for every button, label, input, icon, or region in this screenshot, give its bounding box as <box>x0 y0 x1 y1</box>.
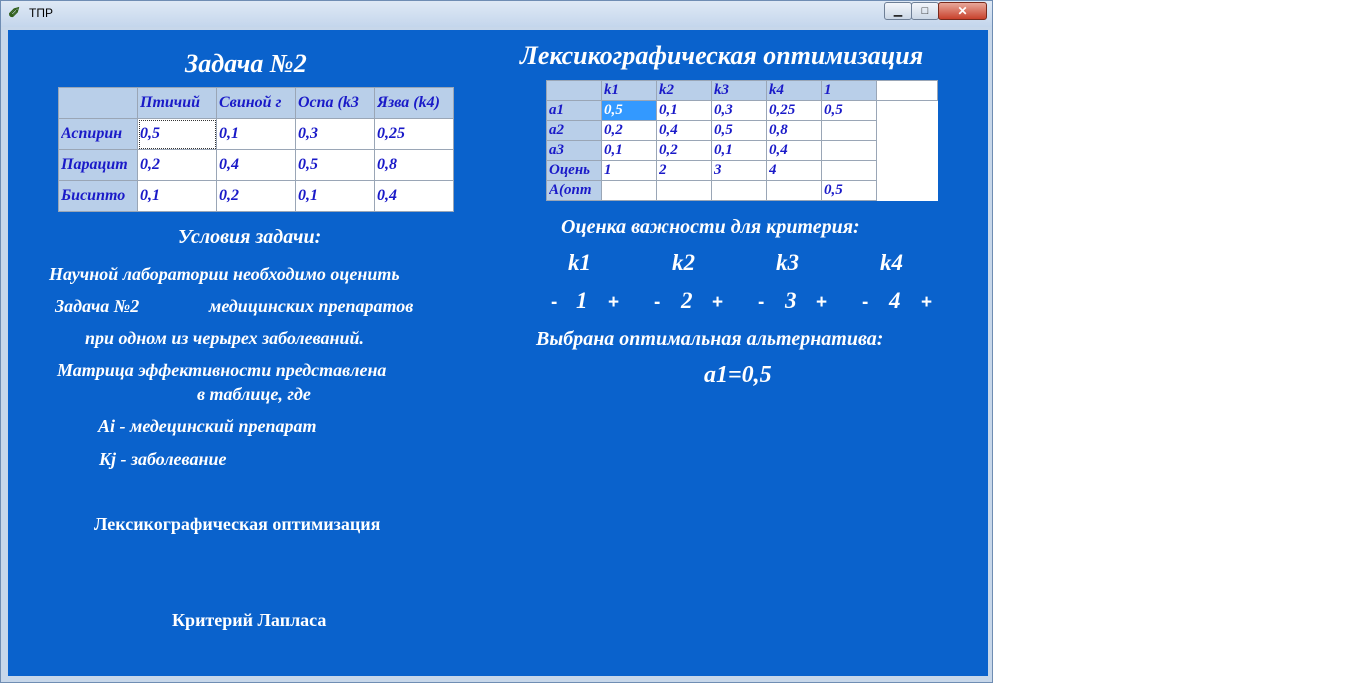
importance-title: Оценка важности для критерия: <box>561 216 860 238</box>
chosen-alternative-title: Выбрана оптимальная альтернатива: <box>536 328 884 350</box>
criterion-k3-label: k3 <box>776 250 799 275</box>
criterion-k2-label: k2 <box>672 250 695 275</box>
close-button[interactable]: ✕ <box>938 2 987 20</box>
table-cell[interactable]: 0,8 <box>375 150 454 181</box>
table-cell[interactable]: 0,5 <box>822 101 877 121</box>
table-header-cell: k4 <box>767 81 822 101</box>
table-row <box>547 121 938 141</box>
criterion-k1-label: k1 <box>568 250 591 275</box>
table-row <box>547 141 938 161</box>
table-cell[interactable]: 0,4 <box>657 121 712 141</box>
table-cell[interactable]: 0,1 <box>217 119 296 150</box>
table-row <box>547 181 938 201</box>
minimize-button[interactable]: ▁ <box>884 2 912 20</box>
table-header-cell: Свиной г <box>217 88 296 119</box>
table-cell[interactable]: 0,2 <box>602 121 657 141</box>
row-header-cell: a2 <box>547 121 602 141</box>
table-cell[interactable]: 0,4 <box>767 141 822 161</box>
table-header-cell: k1 <box>602 81 657 101</box>
condition-line-6: Ai - медецинский препарат <box>98 416 317 436</box>
table-cell[interactable]: 0,1 <box>712 141 767 161</box>
title-bar[interactable] <box>1 1 992 27</box>
table-cell[interactable]: 0,1 <box>138 181 217 212</box>
table-cell[interactable]: 0,5 <box>138 119 217 150</box>
row-header-cell: Оцень <box>547 161 602 181</box>
table-empty-area <box>877 121 938 141</box>
table-cell[interactable]: 0,5 <box>296 150 375 181</box>
conditions-title: Условия задачи: <box>178 226 322 248</box>
table-cell[interactable]: 0,5 <box>712 121 767 141</box>
row-header-cell: Парацит <box>59 150 138 181</box>
table-cell[interactable]: 0,1 <box>602 141 657 161</box>
table-empty-area <box>877 81 938 101</box>
row-header-cell: Аспирин <box>59 119 138 150</box>
table-row <box>59 119 454 150</box>
table-empty-area <box>877 141 938 161</box>
table-empty-area <box>877 101 938 121</box>
table-empty-area <box>877 181 938 201</box>
table-cell[interactable]: 0,2 <box>138 150 217 181</box>
table-header-cell: k2 <box>657 81 712 101</box>
table-header-cell: k3 <box>712 81 767 101</box>
table-header-cell: Оспа (k3 <box>296 88 375 119</box>
condition-line-2-prefix: Задача №2 <box>55 296 140 316</box>
table-cell[interactable] <box>712 181 767 201</box>
maximize-button[interactable]: □ <box>911 2 939 20</box>
k4-decrease-button[interactable]: - <box>862 292 869 313</box>
table-row <box>547 161 938 181</box>
table-corner-cell <box>547 81 602 101</box>
k2-weight-value: 2 <box>681 288 693 313</box>
efficiency-matrix-table[interactable] <box>58 87 454 212</box>
condition-line-1: Научной лаборатории необходимо оценить <box>49 264 400 284</box>
table-cell[interactable]: 0,25 <box>375 119 454 150</box>
table-row <box>59 150 454 181</box>
k4-increase-button[interactable]: + <box>921 292 933 313</box>
table-cell[interactable]: 0,1 <box>296 181 375 212</box>
table-cell[interactable] <box>657 181 712 201</box>
window-title: ТПР <box>29 6 53 20</box>
result-value: a1=0,5 <box>704 362 772 388</box>
table-cell[interactable] <box>767 181 822 201</box>
lexicographic-title: Лексикографическая оптимизация <box>520 41 924 70</box>
condition-line-3: при одном из черырех заболеваний. <box>85 328 365 348</box>
table-header-cell: Язва (k4) <box>375 88 454 119</box>
table-corner-cell <box>59 88 138 119</box>
table-cell[interactable]: 0,8 <box>767 121 822 141</box>
row-header-cell: A(опт <box>547 181 602 201</box>
table-header-cell: 1 <box>822 81 877 101</box>
form-client-area <box>8 30 988 676</box>
table-cell-selected[interactable]: 0,5 <box>602 101 657 121</box>
table-cell[interactable] <box>822 141 877 161</box>
condition-line-4: Матрица эффективности представлена <box>57 360 387 380</box>
condition-line-5: в таблице, где <box>197 384 311 404</box>
table-cell[interactable] <box>602 181 657 201</box>
table-cell[interactable]: 0,25 <box>767 101 822 121</box>
row-header-cell: Бисипто <box>59 181 138 212</box>
table-row <box>59 181 454 212</box>
table-cell[interactable]: 0,1 <box>657 101 712 121</box>
table-empty-area <box>877 161 938 181</box>
table-cell[interactable]: 0,4 <box>217 150 296 181</box>
task-title: Задача №2 <box>185 49 307 78</box>
k1-decrease-button[interactable]: - <box>551 292 558 313</box>
table-header-row <box>547 81 938 101</box>
k1-increase-button[interactable]: + <box>608 292 620 313</box>
k3-weight-value: 3 <box>785 288 797 313</box>
k2-decrease-button[interactable]: - <box>654 292 661 313</box>
table-cell[interactable]: 0,3 <box>712 101 767 121</box>
row-header-cell: a3 <box>547 141 602 161</box>
table-cell[interactable] <box>822 161 877 181</box>
lexicographic-table[interactable] <box>546 80 938 201</box>
condition-line-7: Kj - заболевание <box>99 449 227 469</box>
criterion-k4-label: k4 <box>880 250 903 275</box>
table-cell[interactable]: 4 <box>767 161 822 181</box>
table-cell[interactable]: 0,2 <box>657 141 712 161</box>
table-cell[interactable]: 0,4 <box>375 181 454 212</box>
table-cell[interactable]: 3 <box>712 161 767 181</box>
k1-weight-value: 1 <box>576 288 588 313</box>
k3-increase-button[interactable]: + <box>816 292 828 313</box>
table-cell[interactable]: 0,5 <box>822 181 877 201</box>
table-cell[interactable] <box>822 121 877 141</box>
table-cell[interactable]: 1 <box>602 161 657 181</box>
condition-line-2: медицинских препаратов <box>209 296 414 316</box>
table-cell[interactable]: 0,2 <box>217 181 296 212</box>
laplace-button[interactable]: Критерий Лапласа <box>172 610 327 630</box>
table-cell[interactable]: 2 <box>657 161 712 181</box>
app-icon: ✐ <box>8 5 21 22</box>
k4-weight-value: 4 <box>889 288 901 313</box>
lexicographic-button[interactable]: Лексикографическая оптимизация <box>94 514 381 534</box>
table-cell[interactable]: 0,3 <box>296 119 375 150</box>
table-row <box>547 101 938 121</box>
table-header-cell: Птичий <box>138 88 217 119</box>
table-header-row <box>59 88 454 119</box>
k2-increase-button[interactable]: + <box>712 292 724 313</box>
row-header-cell: a1 <box>547 101 602 121</box>
k3-decrease-button[interactable]: - <box>758 292 765 313</box>
